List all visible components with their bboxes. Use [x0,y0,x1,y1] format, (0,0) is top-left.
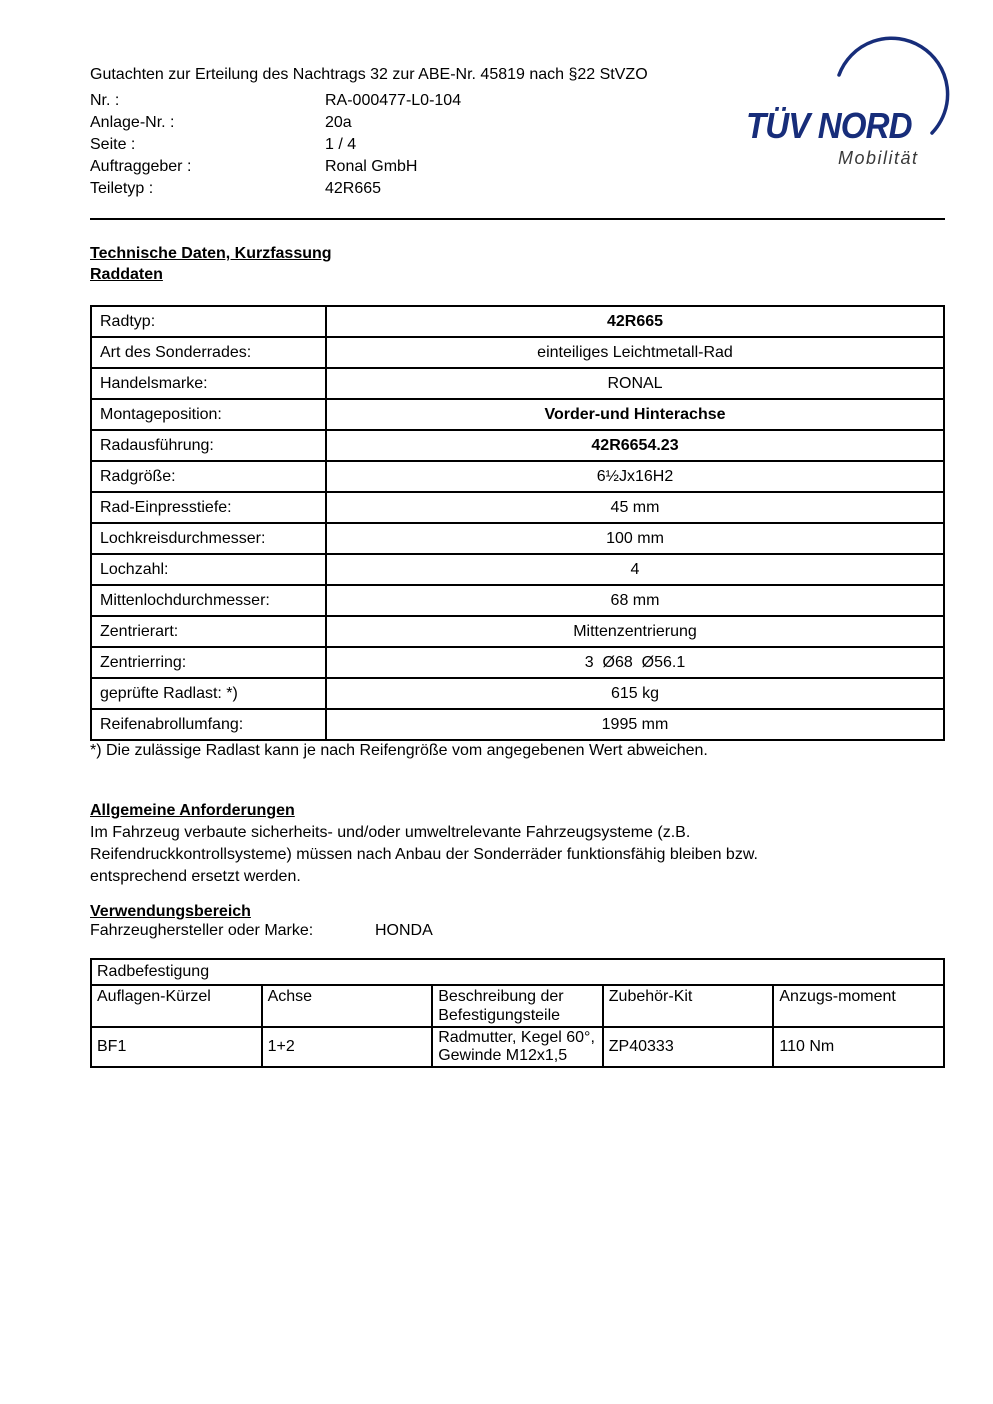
meta-row-seite [90,134,710,156]
wheel-attr-label: Mittenlochdurchmesser: [91,585,326,616]
table-row [91,616,944,647]
wheel-attr-value: 6½Jx16H2 [326,461,944,492]
usage-line [90,922,433,940]
wheel-attr-label: Zentrierring: [91,647,326,678]
document-title: Gutachten zur Erteilung des Nachtrags 32 zur ABE-Nr. 45819 nach §22 StVZO [90,66,648,83]
wheel-attr-label: Radausführung: [91,430,326,461]
usage-label: Fahrzeughersteller oder Marke: [90,922,314,939]
wheel-attr-label: Handelsmarke: [91,368,326,399]
requirements-line: Im Fahrzeug verbaute sicherheits- und/oder umweltrelevante Fahrzeugsysteme (z.B. [90,824,691,841]
logo-brand-text: TÜV NORD [746,105,912,146]
wheel-attr-value: 615 kg [326,678,944,709]
wheel-attr-value: 4 [326,554,944,585]
meta-value: 42R665 [325,180,382,197]
section-heading-line1: Technische Daten, Kurzfassung [90,245,332,262]
col-header-achse: Achse [262,985,433,1027]
page-content [90,0,945,1404]
meta-label: Nr. : [90,92,120,109]
table-row [91,368,944,399]
table-row [91,523,944,554]
wheel-attr-label: Radtyp: [91,306,326,337]
meta-row-nr [90,90,710,112]
fastening-cell-beschreibung: Radmutter, Kegel 60°, Gewinde M12x1,5 [432,1027,603,1067]
radlast-footnote: *) Die zulässige Radlast kann je nach Reifengröße vom angegebenen Wert abweichen. [90,742,708,759]
wheel-attr-value: RONAL [326,368,944,399]
wheel-attr-label: Lochkreisdurchmesser: [91,523,326,554]
wheel-data-table [90,305,945,741]
requirements-line: entsprechend ersetzt werden. [90,868,301,885]
col-header-auflagen-kuerzel: Auflagen-Kürzel [91,985,262,1027]
table-row [91,306,944,337]
wheel-attr-value: 3 Ø68 Ø56.1 [326,647,944,678]
fastening-cell-achse: 1+2 [262,1027,433,1067]
wheel-attr-label: Montageposition: [91,399,326,430]
fastening-title-row [91,959,944,985]
table-row [91,461,944,492]
meta-value: 1 / 4 [325,136,357,153]
wheel-attr-label: Radgröße: [91,461,326,492]
fastening-data-row [91,1027,944,1067]
wheel-attr-value: 68 mm [326,585,944,616]
wheel-attr-value: 1995 mm [326,709,944,740]
meta-row-anlage [90,112,710,134]
meta-label: Anlage-Nr. : [90,114,175,131]
wheel-attr-value: Vorder-und Hinterachse [326,399,944,430]
logo-tagline-text: Mobilität [838,148,919,168]
wheel-attr-value: 42R6654.23 [326,430,944,461]
table-row [91,709,944,740]
wheel-attr-label: Rad-Einpresstiefe: [91,492,326,523]
table-row [91,399,944,430]
document-meta [90,90,710,200]
table-row [91,430,944,461]
requirements-heading: Allgemeine Anforderungen [90,802,295,819]
table-row [91,492,944,523]
meta-value: 20a [325,114,352,131]
header-divider [90,218,945,220]
meta-label: Seite : [90,136,136,153]
requirements-line: Reifendruckkontrollsysteme) müssen nach Anbau der Sonderräder funktionsfähig bleiben bzw. [90,846,758,863]
wheel-attr-label: Art des Sonderrades: [91,337,326,368]
meta-label: Teiletyp : [90,180,154,197]
col-header-anzugsmoment: Anzugs-moment [773,985,944,1027]
fastening-header-row [91,985,944,1027]
table-row [91,585,944,616]
requirements-text [90,822,758,888]
wheel-attr-value: 42R665 [326,306,944,337]
meta-row-auftraggeber [90,156,710,178]
wheel-attr-label: geprüfte Radlast: *) [91,678,326,709]
wheel-attr-value: einteiliges Leichtmetall-Rad [326,337,944,368]
meta-row-teiletyp [90,178,710,200]
fastening-table-title: Radbefestigung [91,959,944,985]
fastening-cell-moment: 110 Nm [773,1027,944,1067]
table-row [91,647,944,678]
wheel-attr-value: 100 mm [326,523,944,554]
meta-label: Auftraggeber : [90,158,192,175]
table-row [91,554,944,585]
tech-section-heading [90,243,332,285]
wheel-attr-label: Reifenabrollumfang: [91,709,326,740]
wheel-attr-label: Lochzahl: [91,554,326,585]
usage-heading: Verwendungsbereich [90,903,251,920]
wheel-attr-value: Mittenzentrierung [326,616,944,647]
wheel-attr-label: Zentrierart: [91,616,326,647]
table-row [91,678,944,709]
wheel-attr-value: 45 mm [326,492,944,523]
tuv-nord-logo [742,36,954,176]
table-row [91,337,944,368]
col-header-zubehoer-kit: Zubehör-Kit [603,985,774,1027]
meta-value: Ronal GmbH [325,158,418,175]
fastening-cell-kit: ZP40333 [603,1027,774,1067]
fastening-table [90,958,945,1068]
usage-value: HONDA [375,922,433,939]
fastening-cell-kuerzel: BF1 [91,1027,262,1067]
col-header-beschreibung: Beschreibung der Befestigungsteile [432,985,603,1027]
section-heading-line2: Raddaten [90,266,163,283]
meta-value: RA-000477-L0-104 [325,92,462,109]
